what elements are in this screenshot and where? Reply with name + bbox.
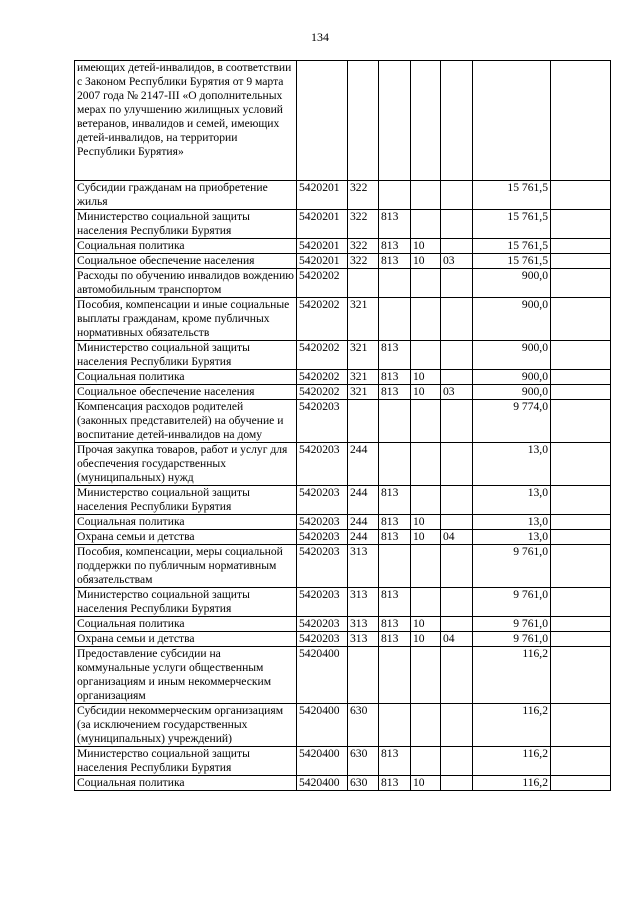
row-grbs-cell	[379, 181, 411, 210]
row-vr-cell: 321	[348, 385, 379, 400]
row-name-cell: Пособия, компенсации, меры социальной поддержки по публичным нормативным обязательствам	[75, 545, 297, 588]
row-pr-cell	[441, 400, 473, 443]
row-rz-cell	[411, 545, 441, 588]
row-amount-cell: 900,0	[473, 298, 551, 341]
row-vr-cell: 321	[348, 370, 379, 385]
row-name-cell: Министерство социальной защиты населения Республики Бурятия	[75, 341, 297, 370]
row-pr-cell: 03	[441, 254, 473, 269]
row-amount-cell: 116,2	[473, 704, 551, 747]
row-name-cell: Субсидии некоммерческим организациям (за исключением государственных (муниципальных) учреждений)	[75, 704, 297, 747]
row-rz-cell	[411, 61, 441, 181]
row-amount-cell: 900,0	[473, 385, 551, 400]
table-row	[75, 704, 611, 747]
table-row	[75, 747, 611, 776]
row-vr-cell: 244	[348, 486, 379, 515]
row-vr-cell: 630	[348, 776, 379, 791]
row-amount-cell: 116,2	[473, 776, 551, 791]
row-grbs-cell	[379, 545, 411, 588]
row-grbs-cell	[379, 61, 411, 181]
row-grbs-cell: 813	[379, 210, 411, 239]
row-amount-cell: 13,0	[473, 486, 551, 515]
row-grbs-cell: 813	[379, 341, 411, 370]
row-name-cell: Министерство социальной защиты населения Республики Бурятия	[75, 486, 297, 515]
row-vr-cell: 313	[348, 632, 379, 647]
row-empty-cell	[551, 210, 611, 239]
table-row	[75, 254, 611, 269]
row-pr-cell	[441, 647, 473, 704]
row-name-cell: Министерство социальной защиты населения Республики Бурятия	[75, 210, 297, 239]
row-csr-cell: 5420203	[297, 400, 348, 443]
budget-table	[74, 60, 611, 791]
row-empty-cell	[551, 617, 611, 632]
row-grbs-cell: 813	[379, 632, 411, 647]
row-pr-cell	[441, 617, 473, 632]
row-name-cell: Компенсация расходов родителей (законных представителей) на обучение и воспитание детей-инвалидов на дому	[75, 400, 297, 443]
row-amount-cell: 13,0	[473, 443, 551, 486]
row-pr-cell	[441, 269, 473, 298]
table-row	[75, 530, 611, 545]
row-csr-cell: 5420202	[297, 370, 348, 385]
row-amount-cell: 15 761,5	[473, 210, 551, 239]
row-vr-cell: 322	[348, 254, 379, 269]
row-vr-cell: 321	[348, 341, 379, 370]
row-pr-cell	[441, 239, 473, 254]
row-pr-cell	[441, 515, 473, 530]
row-vr-cell: 322	[348, 181, 379, 210]
row-vr-cell: 322	[348, 210, 379, 239]
row-empty-cell	[551, 341, 611, 370]
row-grbs-cell: 813	[379, 370, 411, 385]
row-name-cell: Социальная политика	[75, 617, 297, 632]
table-row	[75, 181, 611, 210]
row-name-cell: Охрана семьи и детства	[75, 530, 297, 545]
row-name-cell: Пособия, компенсации и иные социальные выплаты гражданам, кроме публичных нормативных обязательств	[75, 298, 297, 341]
row-rz-cell: 10	[411, 515, 441, 530]
row-empty-cell	[551, 370, 611, 385]
row-grbs-cell	[379, 400, 411, 443]
row-name-cell: Прочая закупка товаров, работ и услуг для обеспечения государственных (муниципальных) нужд	[75, 443, 297, 486]
table-row	[75, 370, 611, 385]
row-grbs-cell: 813	[379, 747, 411, 776]
row-rz-cell: 10	[411, 385, 441, 400]
table-row	[75, 588, 611, 617]
table-row	[75, 239, 611, 254]
row-grbs-cell	[379, 298, 411, 341]
row-rz-cell	[411, 341, 441, 370]
row-rz-cell	[411, 486, 441, 515]
row-rz-cell	[411, 747, 441, 776]
row-name-cell: Субсидии гражданам на приобретение жилья	[75, 181, 297, 210]
row-name-cell: Социальное обеспечение населения	[75, 385, 297, 400]
row-empty-cell	[551, 776, 611, 791]
row-csr-cell: 5420203	[297, 530, 348, 545]
row-rz-cell: 10	[411, 370, 441, 385]
row-csr-cell: 5420203	[297, 545, 348, 588]
row-csr-cell: 5420201	[297, 181, 348, 210]
row-empty-cell	[551, 486, 611, 515]
row-rz-cell	[411, 647, 441, 704]
row-name-cell: Социальная политика	[75, 370, 297, 385]
row-pr-cell: 04	[441, 632, 473, 647]
row-name-cell: Охрана семьи и детства	[75, 632, 297, 647]
row-csr-cell	[297, 61, 348, 181]
table-row	[75, 515, 611, 530]
table-row	[75, 400, 611, 443]
row-rz-cell: 10	[411, 776, 441, 791]
row-grbs-cell	[379, 443, 411, 486]
row-csr-cell: 5420202	[297, 298, 348, 341]
row-pr-cell	[441, 61, 473, 181]
table-row	[75, 385, 611, 400]
row-empty-cell	[551, 254, 611, 269]
row-name-cell: Предоставление субсидии на коммунальные услуги общественным организациям и иным некоммерческим организациям	[75, 647, 297, 704]
row-vr-cell	[348, 61, 379, 181]
row-amount-cell: 15 761,5	[473, 239, 551, 254]
row-name-cell: имеющих детей-инвалидов, в соответствии с Законом Республики Бурятия от 9 марта 2007 года № 2147-III «О дополнительных мерах по улучшению жилищных условий ветеранов, инвалидов и семей, имеющих детей-инвалидов, на территории Республики Бурятия»	[75, 61, 297, 181]
row-grbs-cell	[379, 269, 411, 298]
row-pr-cell	[441, 370, 473, 385]
row-pr-cell: 03	[441, 385, 473, 400]
row-grbs-cell: 813	[379, 776, 411, 791]
row-vr-cell: 244	[348, 530, 379, 545]
row-rz-cell	[411, 298, 441, 341]
table-row	[75, 486, 611, 515]
row-vr-cell: 244	[348, 515, 379, 530]
row-empty-cell	[551, 61, 611, 181]
row-empty-cell	[551, 747, 611, 776]
row-pr-cell	[441, 181, 473, 210]
row-vr-cell	[348, 647, 379, 704]
row-amount-cell: 13,0	[473, 515, 551, 530]
row-pr-cell	[441, 298, 473, 341]
row-rz-cell	[411, 704, 441, 747]
row-amount-cell: 15 761,5	[473, 181, 551, 210]
row-pr-cell	[441, 210, 473, 239]
page-number: 134	[311, 30, 329, 44]
row-csr-cell: 5420400	[297, 704, 348, 747]
row-pr-cell	[441, 341, 473, 370]
row-pr-cell	[441, 443, 473, 486]
row-pr-cell: 04	[441, 530, 473, 545]
table-row	[75, 545, 611, 588]
row-amount-cell: 116,2	[473, 647, 551, 704]
row-grbs-cell: 813	[379, 515, 411, 530]
row-empty-cell	[551, 545, 611, 588]
row-vr-cell: 313	[348, 617, 379, 632]
row-pr-cell	[441, 747, 473, 776]
row-rz-cell	[411, 210, 441, 239]
row-rz-cell	[411, 181, 441, 210]
table-row	[75, 632, 611, 647]
row-empty-cell	[551, 239, 611, 254]
row-empty-cell	[551, 530, 611, 545]
row-empty-cell	[551, 385, 611, 400]
row-grbs-cell: 813	[379, 239, 411, 254]
row-csr-cell: 5420203	[297, 515, 348, 530]
row-amount-cell: 900,0	[473, 370, 551, 385]
table-row	[75, 617, 611, 632]
row-csr-cell: 5420202	[297, 341, 348, 370]
row-rz-cell: 10	[411, 617, 441, 632]
row-csr-cell: 5420202	[297, 385, 348, 400]
row-name-cell: Расходы по обучению инвалидов вождению автомобильным транспортом	[75, 269, 297, 298]
row-empty-cell	[551, 515, 611, 530]
row-amount-cell: 13,0	[473, 530, 551, 545]
row-vr-cell: 322	[348, 239, 379, 254]
row-csr-cell: 5420203	[297, 588, 348, 617]
row-rz-cell: 10	[411, 530, 441, 545]
row-csr-cell: 5420400	[297, 647, 348, 704]
row-csr-cell: 5420201	[297, 239, 348, 254]
row-name-cell: Социальная политика	[75, 239, 297, 254]
row-pr-cell	[441, 776, 473, 791]
row-rz-cell	[411, 269, 441, 298]
row-rz-cell: 10	[411, 254, 441, 269]
row-grbs-cell: 813	[379, 385, 411, 400]
table-row	[75, 776, 611, 791]
row-rz-cell: 10	[411, 632, 441, 647]
row-csr-cell: 5420203	[297, 443, 348, 486]
row-amount-cell: 116,2	[473, 747, 551, 776]
row-csr-cell: 5420203	[297, 617, 348, 632]
row-name-cell: Министерство социальной защиты населения Республики Бурятия	[75, 588, 297, 617]
row-amount-cell: 15 761,5	[473, 254, 551, 269]
table-row	[75, 269, 611, 298]
row-name-cell: Социальное обеспечение населения	[75, 254, 297, 269]
row-amount-cell: 900,0	[473, 341, 551, 370]
row-empty-cell	[551, 588, 611, 617]
table-row	[75, 341, 611, 370]
row-pr-cell	[441, 486, 473, 515]
row-amount-cell: 9 761,0	[473, 632, 551, 647]
row-grbs-cell: 813	[379, 254, 411, 269]
table-row	[75, 61, 611, 181]
row-empty-cell	[551, 400, 611, 443]
row-empty-cell	[551, 269, 611, 298]
row-csr-cell: 5420201	[297, 254, 348, 269]
row-amount-cell: 9 774,0	[473, 400, 551, 443]
row-amount-cell: 9 761,0	[473, 588, 551, 617]
row-empty-cell	[551, 632, 611, 647]
row-empty-cell	[551, 298, 611, 341]
row-csr-cell: 5420201	[297, 210, 348, 239]
row-name-cell: Социальная политика	[75, 776, 297, 791]
row-amount-cell	[473, 61, 551, 181]
row-vr-cell: 630	[348, 704, 379, 747]
row-csr-cell: 5420203	[297, 632, 348, 647]
row-pr-cell	[441, 588, 473, 617]
row-empty-cell	[551, 181, 611, 210]
row-pr-cell	[441, 704, 473, 747]
row-vr-cell	[348, 400, 379, 443]
row-grbs-cell: 813	[379, 588, 411, 617]
row-pr-cell	[441, 545, 473, 588]
row-grbs-cell: 813	[379, 530, 411, 545]
row-amount-cell: 9 761,0	[473, 545, 551, 588]
row-csr-cell: 5420203	[297, 486, 348, 515]
table-row	[75, 647, 611, 704]
row-vr-cell: 313	[348, 545, 379, 588]
row-vr-cell: 244	[348, 443, 379, 486]
table-body	[75, 61, 611, 791]
row-grbs-cell	[379, 704, 411, 747]
table-row	[75, 443, 611, 486]
row-rz-cell: 10	[411, 239, 441, 254]
row-vr-cell: 321	[348, 298, 379, 341]
row-grbs-cell: 813	[379, 486, 411, 515]
row-rz-cell	[411, 588, 441, 617]
row-empty-cell	[551, 647, 611, 704]
row-name-cell: Министерство социальной защиты населения Республики Бурятия	[75, 747, 297, 776]
row-csr-cell: 5420202	[297, 269, 348, 298]
row-grbs-cell: 813	[379, 617, 411, 632]
table-row	[75, 210, 611, 239]
row-empty-cell	[551, 443, 611, 486]
row-csr-cell: 5420400	[297, 747, 348, 776]
row-grbs-cell	[379, 647, 411, 704]
row-amount-cell: 9 761,0	[473, 617, 551, 632]
row-rz-cell	[411, 443, 441, 486]
row-amount-cell: 900,0	[473, 269, 551, 298]
row-name-cell: Социальная политика	[75, 515, 297, 530]
row-rz-cell	[411, 400, 441, 443]
row-csr-cell: 5420400	[297, 776, 348, 791]
row-vr-cell	[348, 269, 379, 298]
row-vr-cell: 630	[348, 747, 379, 776]
row-vr-cell: 313	[348, 588, 379, 617]
row-empty-cell	[551, 704, 611, 747]
table-row	[75, 298, 611, 341]
